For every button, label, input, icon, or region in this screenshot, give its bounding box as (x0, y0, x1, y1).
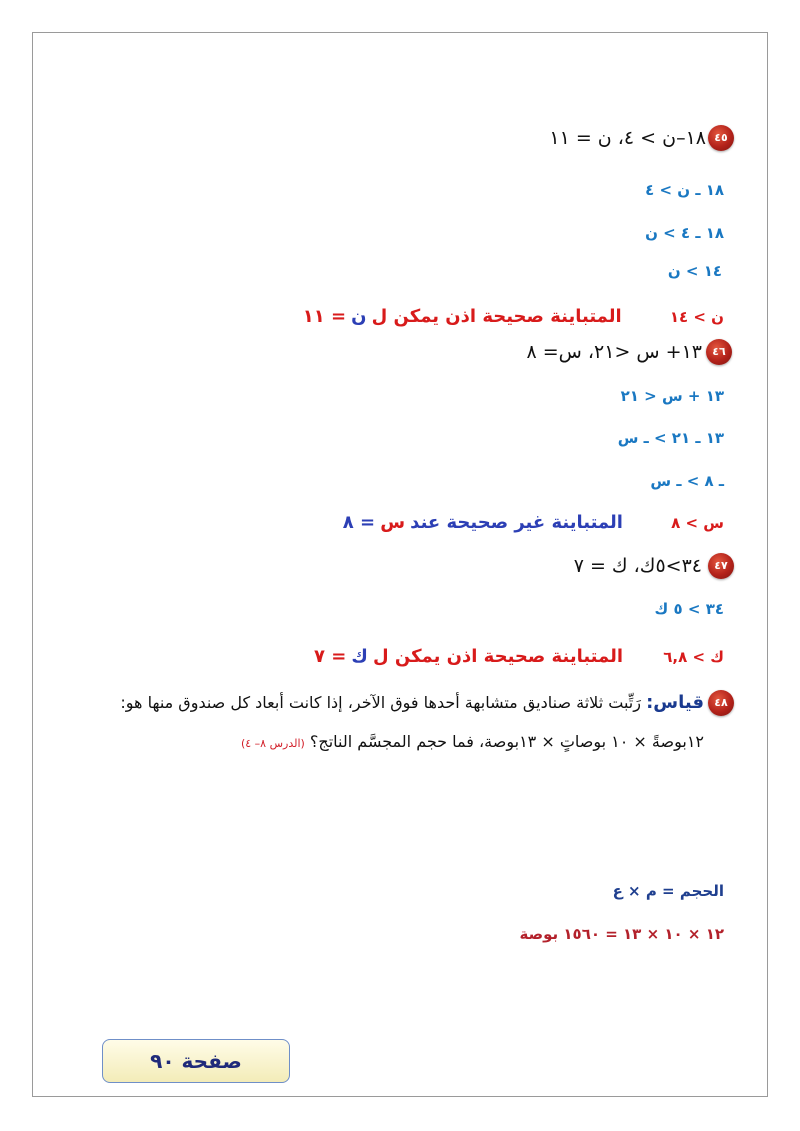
problem-47-conclusion-text: المتباينة صحيحة اذن يمكن ل (373, 646, 624, 667)
problem-46-result: س > ٨ (671, 514, 724, 532)
problem-46-conclusion (343, 512, 724, 533)
problem-45-result: ن > ١٤ (669, 308, 724, 326)
problem-45-conclusion-text: المتباينة صحيحة اذن يمكن ل (371, 306, 622, 327)
problem-47-statement: ٣٤>٥ك، ك = ٧ (573, 555, 702, 577)
problem-48-text-line-2 (241, 732, 704, 751)
problem-46-step-1: ١٣ + س < ٢١ (620, 387, 724, 405)
problem-45-step-2: ١٨ ـ ٤ > ن (645, 224, 724, 242)
problem-45-conclusion-value: = ١١ (302, 306, 347, 327)
problem-46-conclusion-text: المتباينة غير صحيحة عند (410, 512, 623, 533)
problem-45-conclusion (303, 306, 724, 327)
problem-48-label: قياس: (646, 692, 704, 713)
problem-48-formula: الحجم = م × ع (612, 882, 724, 900)
problem-45-badge: ٤٥ (708, 125, 734, 151)
problem-48-lesson-ref: (الدرس ٨– ٤) (240, 737, 305, 750)
problem-48-text-line-1 (120, 692, 704, 713)
problem-46-badge: ٤٦ (706, 339, 732, 365)
problem-47-conclusion-var: ك (351, 646, 368, 667)
problem-48-text-2: ١٢بوصةً × ١٠ بوصاتٍ × ١٣بوصة، فما حجم المجسَّم الناتج؟ (309, 732, 704, 751)
problem-45-statement: ١٨–ن > ٤، ن = ١١ (549, 127, 706, 149)
problem-47-badge: ٤٧ (708, 553, 734, 579)
problem-45-step-1: ١٨ ـ ن > ٤ (645, 181, 724, 199)
problem-45-step-3: ١٤ > ن (667, 262, 722, 280)
problem-47-conclusion-value: = ٧ (313, 646, 347, 667)
problem-45-conclusion-var: ن (351, 306, 367, 327)
problem-47-conclusion (314, 646, 724, 667)
problem-47-step-1: ٣٤ > ٥ ك (654, 600, 724, 618)
problem-46-step-3: ـ ٨ > ـ س (650, 472, 724, 490)
problem-47-result: ك > ٦,٨ (663, 648, 724, 666)
problem-46-step-2: ١٣ ـ ٢١ > ـ س (617, 429, 724, 447)
problem-48-badge: ٤٨ (708, 690, 734, 716)
problem-48-text-1: رَتِّبت ثلاثة صناديق متشابهة أحدها فوق الآخر، إذا كانت أبعاد كل صندوق منها هو: (120, 693, 641, 712)
page-number-label: صفحة ٩٠ (102, 1039, 290, 1083)
problem-46-conclusion-var: س (380, 512, 406, 533)
problem-46-statement: ١٣+ س <٢١، س= ٨ (526, 341, 702, 363)
problem-46-conclusion-value: = ٨ (342, 512, 376, 533)
problem-48-answer: ١٢ × ١٠ × ١٣ = ١٥٦٠ بوصة (519, 925, 724, 943)
